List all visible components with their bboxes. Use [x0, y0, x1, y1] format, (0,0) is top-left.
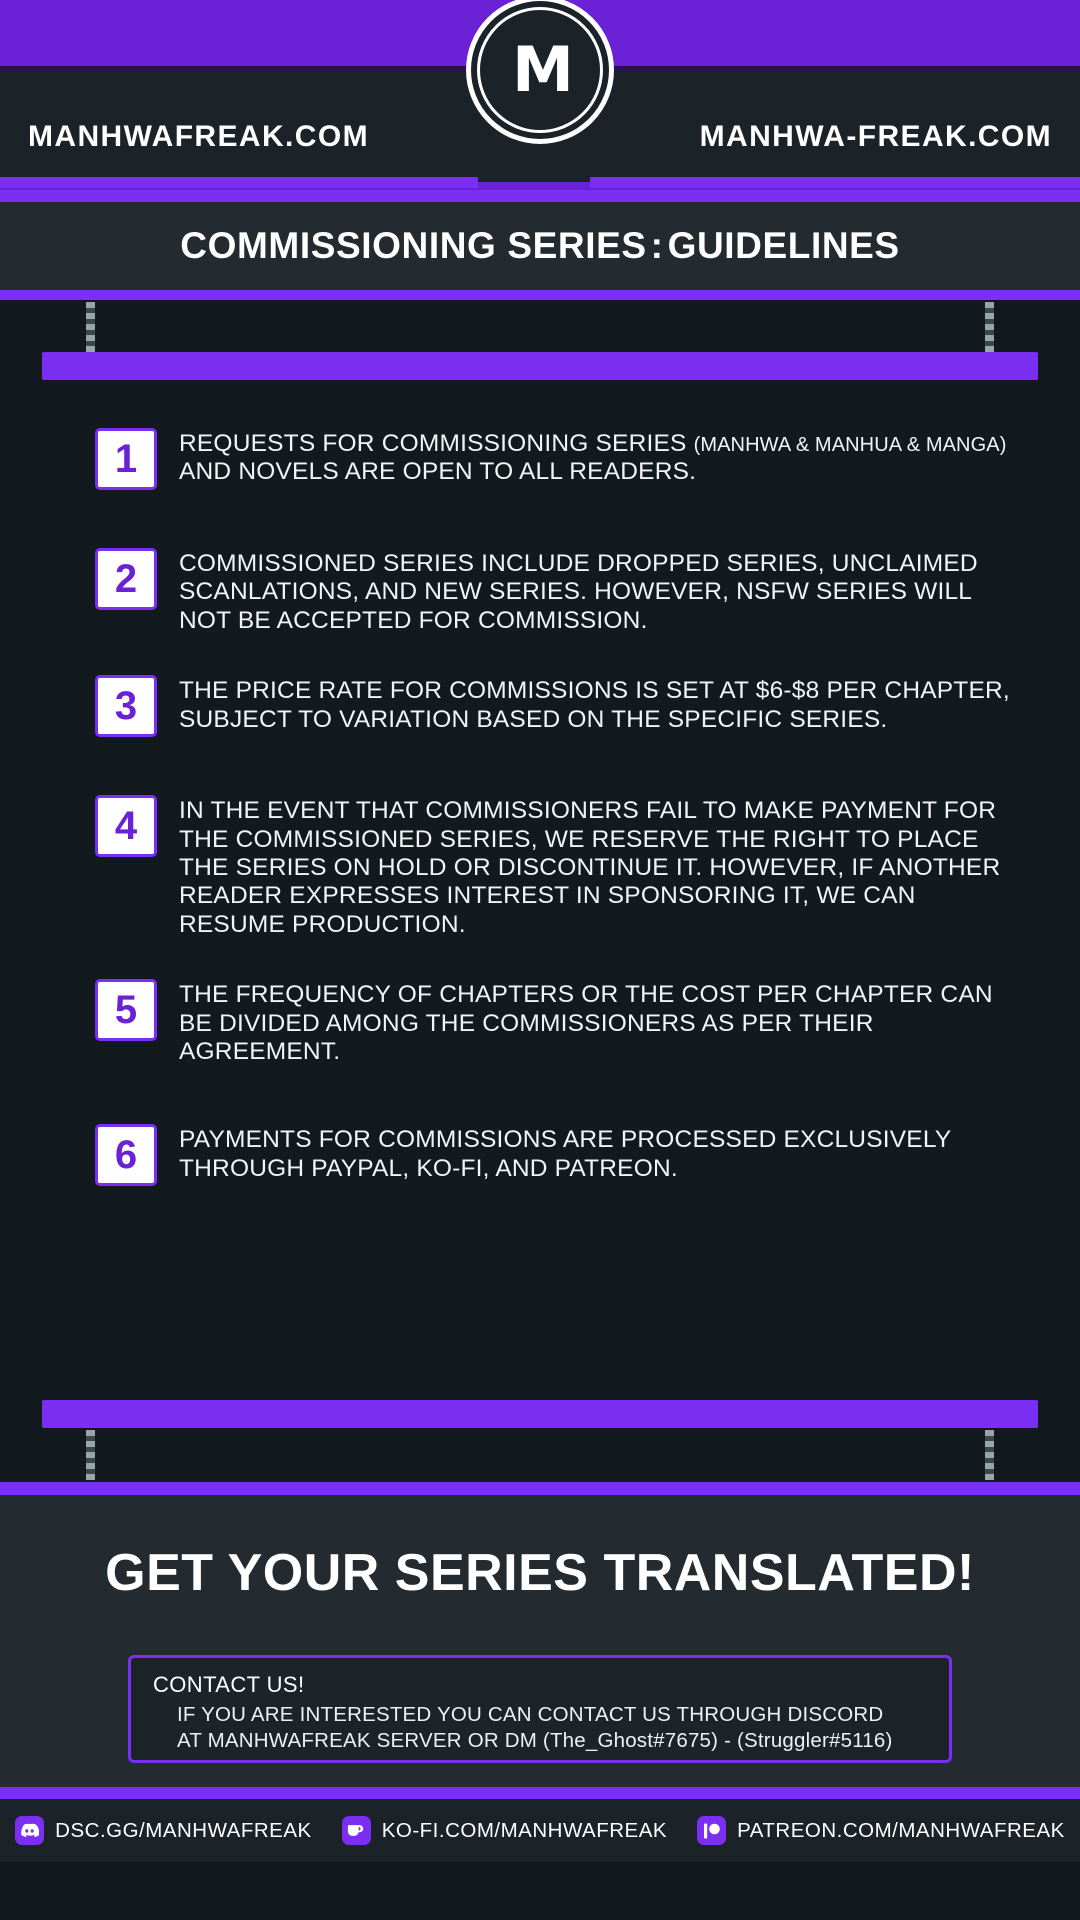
- rule-number: 3: [95, 675, 157, 737]
- rule-text: [179, 426, 1025, 487]
- list-item: [95, 1122, 1025, 1186]
- link-discord-label: DSC.GG/MANHWAFREAK: [55, 1818, 312, 1842]
- footer-divider-top: [0, 1482, 1080, 1495]
- site-url-right: MANHWA-FREAK.COM: [699, 120, 1052, 153]
- kofi-icon: [342, 1816, 371, 1845]
- title-divider-top: [0, 190, 1080, 202]
- link-patreon[interactable]: [697, 1816, 1065, 1845]
- logo-monogram-icon: M: [512, 33, 568, 106]
- hanging-bar-top: [42, 352, 1038, 380]
- rule-number: 2: [95, 548, 157, 610]
- contact-title: CONTACT US!: [153, 1672, 305, 1697]
- rule-number: 1: [95, 428, 157, 490]
- link-patreon-label: PATREON.COM/MANHWAFREAK: [737, 1818, 1065, 1842]
- link-kofi-label: KO-FI.COM/MANHWAFREAK: [381, 1818, 668, 1842]
- link-discord[interactable]: [15, 1816, 312, 1845]
- banner-underbar-right: [590, 177, 1080, 188]
- hanging-bar-bottom: [42, 1400, 1038, 1428]
- discord-icon: [15, 1816, 44, 1845]
- logo-ring: [477, 7, 603, 133]
- chain-icon-bottom-left: [86, 1430, 95, 1480]
- link-kofi[interactable]: [342, 1816, 667, 1845]
- rule-text-part-b: AND NOVELS ARE OPEN TO ALL READERS.: [179, 458, 697, 486]
- chain-icon-bottom-right: [985, 1430, 994, 1480]
- page-title-separator: :: [650, 225, 664, 266]
- rule-number: 4: [95, 795, 157, 857]
- rule-number: 6: [95, 1124, 157, 1186]
- rule-text: IN THE EVENT THAT COMMISSIONERS FAIL TO MAKE PAYMENT FOR THE COMMISSIONED SERIES, WE RESERVE THE RIGHT TO PLACE THE SERIES ON HOLD OR DISCONTINUE IT. HOWEVER, IF ANOTHER READER EXPRESSES INTEREST IN SPONSORING IT, WE CAN RESUME PRODUCTION.: [179, 797, 1001, 938]
- list-item: [95, 793, 1025, 939]
- social-link-bar: [0, 1799, 1080, 1862]
- rule-text: PAYMENTS FOR COMMISSIONS ARE PROCESSED EXCLUSIVELY THROUGH PAYPAL, KO-FI, AND PATREON.: [179, 1126, 951, 1182]
- rule-text-part-a: REQUESTS FOR COMMISSIONING SERIES: [179, 430, 694, 457]
- guidelines-body: [0, 300, 1080, 1482]
- page-title-main: COMMISSIONING SERIES: [180, 225, 647, 266]
- rules-list: [95, 426, 1025, 1220]
- rule-text: COMMISSIONED SERIES INCLUDE DROPPED SERIES, UNCLAIMED SCANLATIONS, AND NEW SERIES. HOWEVER, NSFW SERIES WILL NOT BE ACCEPTED FOR COMMISSION.: [179, 550, 978, 634]
- footer-divider-bottom: [0, 1787, 1080, 1799]
- contact-line-2: AT MANHWAFREAK SERVER OR DM (The_Ghost#7675) - (Struggler#5116): [177, 1728, 893, 1752]
- chain-icon-top-left: [86, 302, 95, 352]
- chain-icon-top-right: [985, 302, 994, 352]
- rule-text: THE FREQUENCY OF CHAPTERS OR THE COST PER CHAPTER CAN BE DIVIDED AMONG THE COMMISSIONERS AS PER THEIR AGREEMENT.: [179, 981, 993, 1066]
- site-url-left: MANHWAFREAK.COM: [28, 120, 369, 153]
- top-banner: [0, 0, 1080, 190]
- list-item: [95, 546, 1025, 635]
- footer-panel: [0, 1495, 1080, 1787]
- footer-headline: GET YOUR SERIES TRANSLATED!: [105, 1544, 975, 1602]
- page-title-sub: GUIDELINES: [667, 225, 900, 266]
- rule-text: THE PRICE RATE FOR COMMISSIONS IS SET AT $6-$8 PER CHAPTER, SUBJECT TO VARIATION BASED ON THE SPECIFIC SERIES.: [179, 677, 1010, 733]
- contact-line-1: IF YOU ARE INTERESTED YOU CAN CONTACT US THROUGH DISCORD: [177, 1703, 884, 1726]
- rule-number: 5: [95, 979, 157, 1041]
- banner-underbar-left: [0, 177, 478, 188]
- list-item: [95, 426, 1025, 490]
- page-title: [180, 225, 899, 267]
- contact-box: [128, 1655, 952, 1763]
- list-item: [95, 673, 1025, 737]
- patreon-icon: [697, 1816, 726, 1845]
- title-divider-bottom: [0, 290, 1080, 300]
- list-item: [95, 977, 1025, 1066]
- rule-text-note: (MANHWA & MANHUA & MANGA): [693, 434, 1007, 456]
- title-band: [0, 202, 1080, 290]
- logo: [466, 0, 614, 144]
